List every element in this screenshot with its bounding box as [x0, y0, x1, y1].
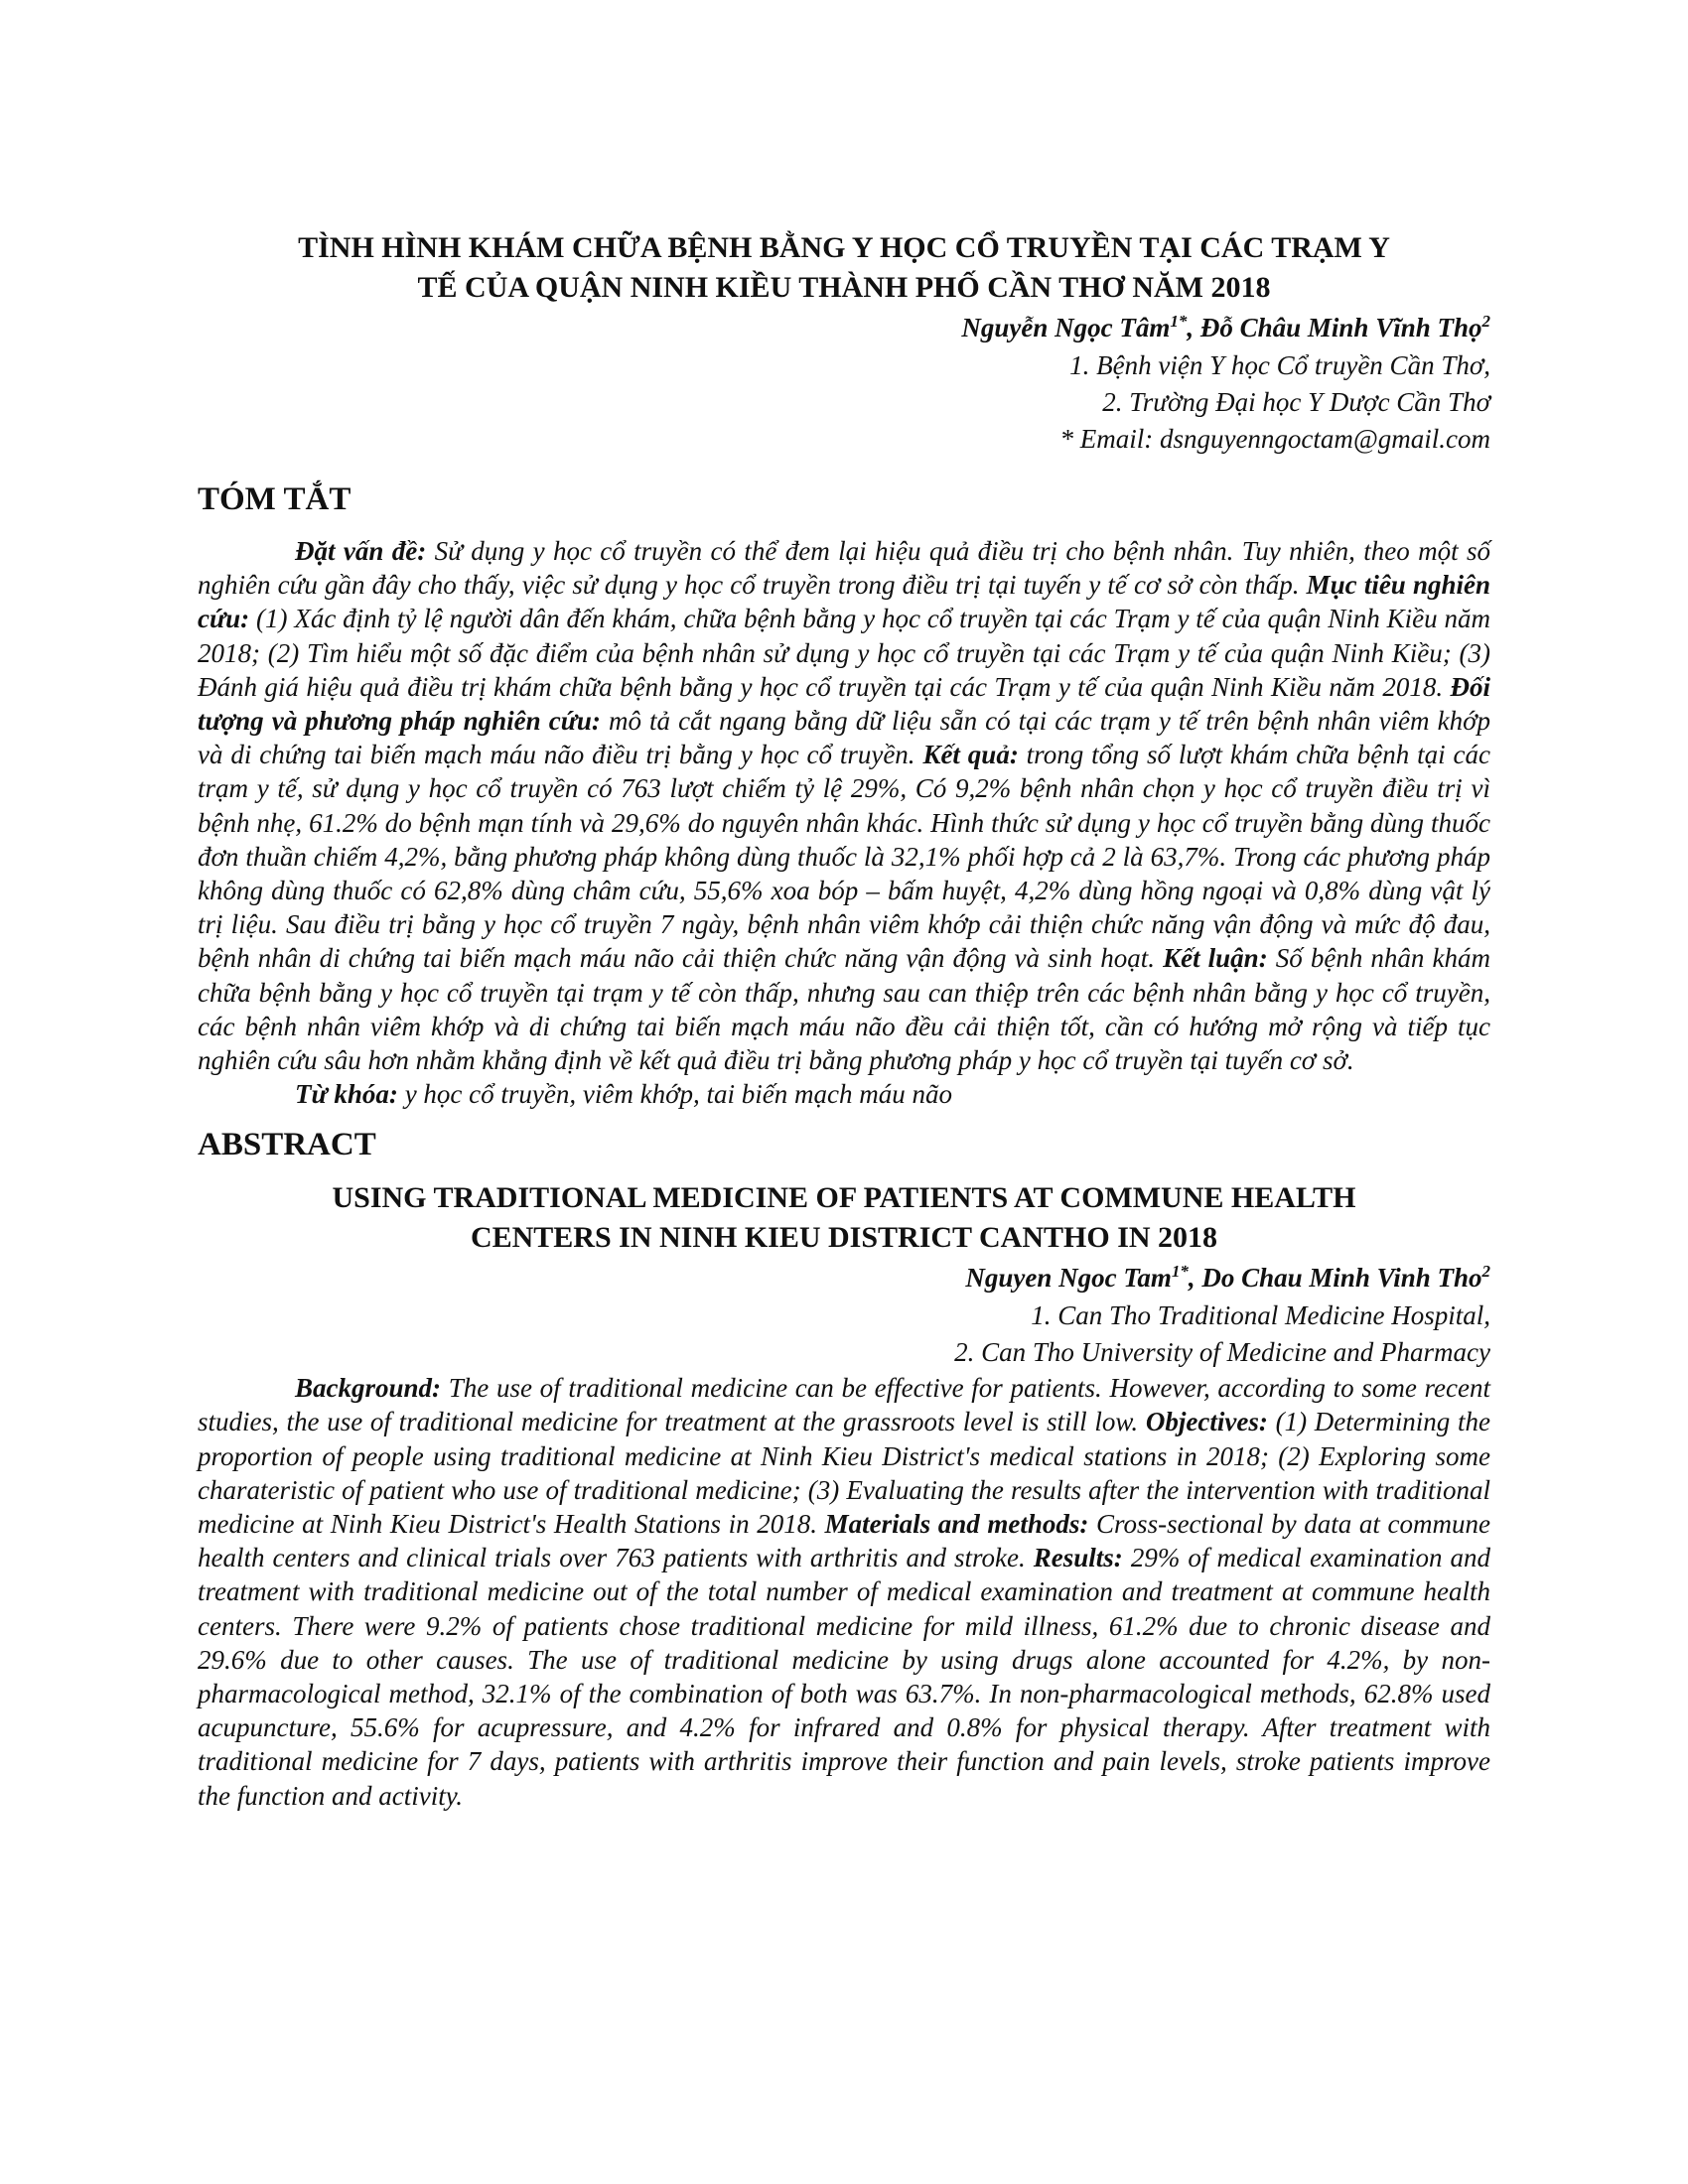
vi-abstract	[198, 534, 1490, 1077]
en-methods-text: Cross-sectional by data at commune health centers and clinical trials over 763 patients with arthritis and stroke.	[198, 1509, 1491, 1573]
vi-results-text: trong tổng số lượt khám chữa bệnh tại các trạm y tế, sử dụng y học cổ truyền có 763 lượt chiếm tỷ lệ 29%, Có 9,2% bệnh nhân chọn y học cổ truyền điều trị vì bệnh nhẹ, 61.2% do bệnh mạn tính và 29,6% do nguyên nhân khác. Hình thức sử dụng y học cổ truyền bằng dùng thuốc đơn thuần chiếm 4,2%, bằng phương pháp không dùng thuốc là 32,1% phối hợp cả 2 là 63,7%. Trong các phương pháp không dùng thuốc có 62,8% dùng châm cứu, 55,6% xoa bóp – bấm huyệt, 4,2% dùng hồng ngoại và 0,8% dùng vật lý trị liệu. Sau điều trị bằng y học cổ truyền 7 ngày, bệnh nhân viêm khớp cải thiện chức năng vận động và mức độ đau, bệnh nhân di chứng tai biến mạch máu não cải thiện chức năng vận động và sinh hoạt.	[198, 740, 1490, 974]
vi-title	[198, 228, 1490, 308]
vi-title-line-1: TÌNH HÌNH KHÁM CHỮA BỆNH BẰNG Y HỌC CỔ TRUYỀN TẠI CÁC TRẠM Y	[298, 231, 1390, 264]
vi-title-line-2: TẾ CỦA QUẬN NINH KIỀU THÀNH PHỐ CẦN THƠ NĂM 2018	[417, 271, 1271, 304]
vi-authors	[198, 308, 1490, 347]
vi-objectives-label: Mục tiêu nghiên cứu:	[198, 570, 1491, 634]
vi-objectives-text: (1) Xác định tỷ lệ người dân đến khám, chữa bệnh bằng y học cổ truyền tại các Trạm y tế của quận Ninh Kiều năm 2018; (2) Tìm hiểu một số đặc điểm của bệnh nhân sử dụng y học cổ truyền tại các Trạm y tế của quận Ninh Kiều; (3) Đánh giá hiệu quả điều trị khám chữa bệnh bằng y học cổ truyền tại các Trạm y tế của quận Ninh Kiều năm 2018.	[198, 604, 1490, 702]
en-results-text: 29% of medical examination and treatment with traditional medicine out of the total number of medical examination and treatment at commune health centers. There were 9.2% of patients chose traditional medicine for mild illness, 61.2% due to chronic disease and 29.6% due to other causes. The use of traditional medicine by using drugs alone accounted for 4.2%, by non-pharmacological method, 32.1% of the combination of both was 63.7%. In non-pharmacological methods, 62.8% used acupuncture, 55.6% for acupressure, and 4.2% for infrared and 0.8% for physical therapy. After treatment with traditional medicine for 7 days, patients with arthritis improve their function and pain levels, stroke patients improve the function and activity.	[198, 1543, 1490, 1811]
en-authors	[198, 1258, 1490, 1297]
vi-keywords-text: y học cổ truyền, viêm khớp, tai biến mạch máu não	[397, 1079, 952, 1110]
en-title-line-1: USING TRADITIONAL MEDICINE OF PATIENTS AT COMMUNE HEALTH	[332, 1181, 1356, 1215]
vi-keywords-label: Từ khóa:	[295, 1079, 398, 1110]
vi-methods-text: mô tả cắt ngang bằng dữ liệu sẵn có tại các trạm y tế trên bệnh nhân viêm khớp và di chứng tai biến mạch máu não điều trị bằng y học cổ truyền.	[198, 706, 1490, 770]
en-methods-label: Materials and methods:	[824, 1509, 1089, 1540]
en-background-text: The use of traditional medicine can be effective for patients. However, according to some recent studies, the use of traditional medicine for treatment at the grassroots level is still low.	[198, 1373, 1490, 1437]
vi-author-separator: ,	[1187, 313, 1200, 342]
vi-background-text: Sử dụng y học cổ truyền có thể đem lại hiệu quả điều trị cho bệnh nhân. Tuy nhiên, theo một số nghiên cứu gần đây cho thấy, việc sử dụng y học cổ truyền trong điều trị tại tuyến y tế cơ sở còn thấp.	[198, 536, 1491, 601]
vi-affiliation-2: 2. Trường Đại học Y Dược Cần Thơ	[1102, 387, 1490, 417]
en-author-separator: ,	[1188, 1263, 1202, 1294]
en-author-1: Nguyen Ngoc Tam	[965, 1263, 1172, 1294]
vi-author-1-sup: 1*	[1170, 312, 1188, 331]
vi-conclusion-text: Số bệnh nhân khám chữa bệnh bằng y học cổ truyền tại trạm y tế còn thấp, nhưng sau can thiệp trên các bệnh nhân bằng y học cổ truyền, các bệnh nhân viêm khớp và di chứng tai biến mạch máu não đều cải thiện tốt, cần có hướng mở rộng và tiếp tục nghiên cứu sâu hơn nhằm khẳng định về kết quả điều trị bằng phương pháp y học cổ truyền tại tuyến cơ sở.	[198, 943, 1490, 1076]
vi-keywords	[198, 1077, 1490, 1111]
vi-affiliation-1: 1. Bệnh viện Y học Cổ truyền Cần Thơ,	[1069, 350, 1490, 380]
vi-author-1: Nguyễn Ngọc Tâm	[961, 313, 1171, 342]
vi-methods-label: Đối tượng và phương pháp nghiên cứu:	[198, 671, 1490, 737]
en-author-2-sup: 2	[1481, 1262, 1490, 1282]
en-author-1-sup: 1*	[1171, 1262, 1189, 1282]
vi-conclusion-label: Kết luận:	[1163, 943, 1268, 974]
vi-section-heading: TÓM TẮT	[198, 481, 352, 517]
paper-page	[198, 228, 1490, 1813]
vi-background-label: Đặt vấn đề:	[295, 536, 427, 566]
en-affiliation-2: 2. Can Tho University of Medicine and Pharmacy	[954, 1337, 1490, 1368]
vi-results-label: Kết quả:	[922, 740, 1019, 770]
en-affiliation-1: 1. Can Tho Traditional Medicine Hospital,	[1031, 1300, 1490, 1331]
en-objectives-text: (1) Determining the proportion of people using traditional medicine at Ninh Kieu District's medical stations in 2018; (2) Exploring some charateristic of patient who use of traditional medicine; (3) Evaluating the results after the intervention with traditional medicine at Ninh Kieu District's Health Stations in 2018.	[198, 1407, 1490, 1540]
vi-email: * Email: dsnguyenngoctam@gmail.com	[1059, 424, 1490, 454]
vi-author-2: Đỗ Châu Minh Vĩnh Thọ	[1199, 313, 1482, 342]
vi-author-2-sup: 2	[1481, 312, 1490, 331]
en-title-line-2: CENTERS IN NINH KIEU DISTRICT CANTHO IN 2018	[470, 1221, 1218, 1255]
en-results-label: Results:	[1033, 1543, 1123, 1573]
en-title	[198, 1178, 1490, 1258]
en-abstract	[198, 1371, 1490, 1813]
en-author-2: Do Chau Minh Vinh Tho	[1201, 1263, 1482, 1294]
en-section-heading: ABSTRACT	[198, 1127, 376, 1163]
en-background-label: Background:	[295, 1373, 442, 1404]
en-objectives-label: Objectives:	[1145, 1407, 1268, 1437]
